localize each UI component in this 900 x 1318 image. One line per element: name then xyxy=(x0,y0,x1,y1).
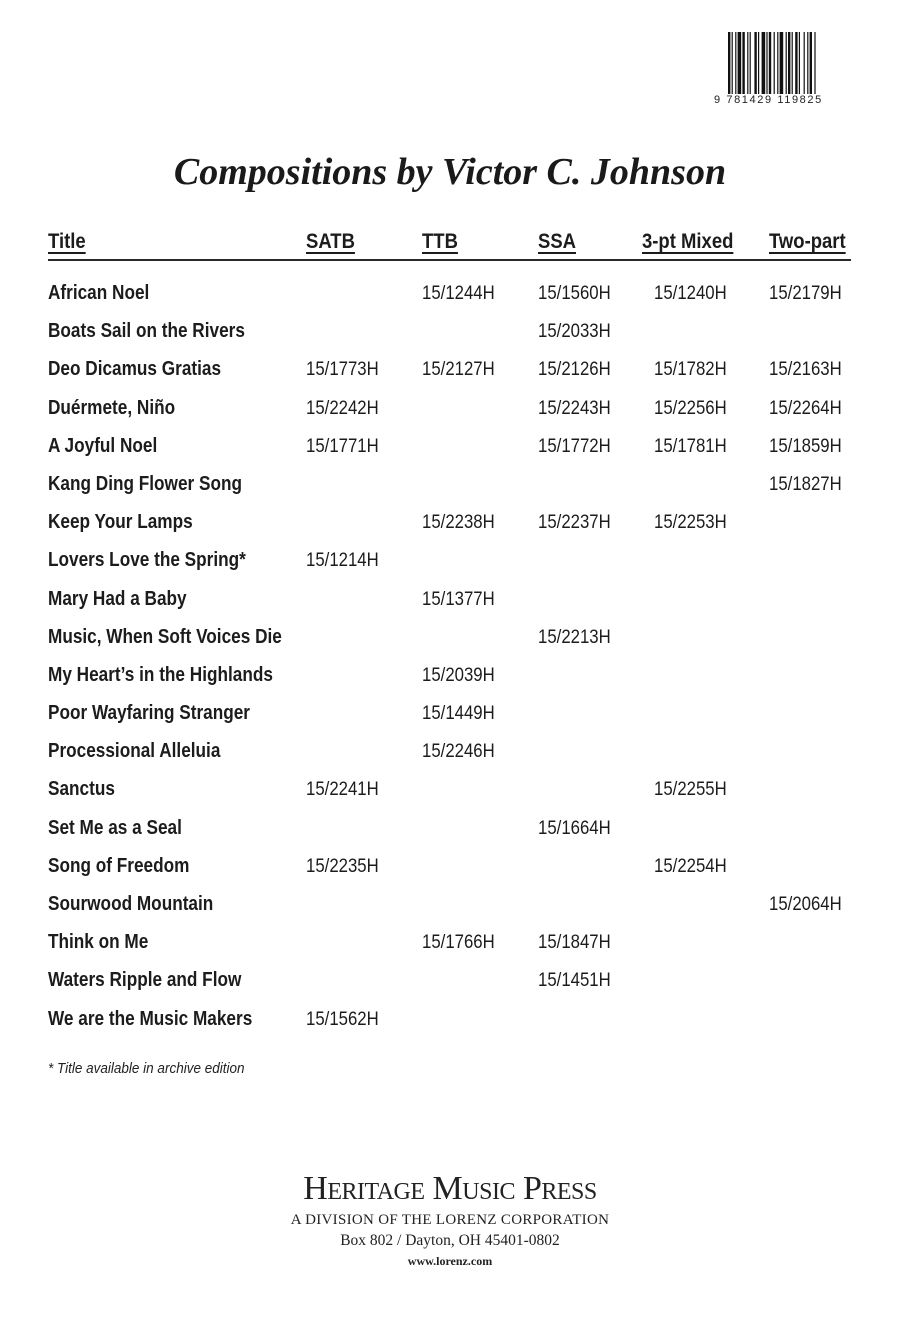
publisher-name: Heritage Music Press xyxy=(303,1170,597,1207)
publisher-website: www.lorenz.com xyxy=(407,1254,493,1268)
barcode-bar xyxy=(807,32,808,94)
barcode-bar xyxy=(780,32,784,94)
cell-3pt-mixed: 15/2253H xyxy=(654,511,727,534)
column-header-two-part: Two-part xyxy=(769,230,846,253)
cell-title: Sanctus xyxy=(48,778,115,801)
table-row xyxy=(0,893,900,931)
table-row xyxy=(0,664,900,702)
table-row xyxy=(0,969,900,1007)
cell-satb: 15/1214H xyxy=(306,549,379,572)
table-row xyxy=(0,740,900,778)
cell-two-part: 15/1859H xyxy=(769,434,842,457)
cell-title: A Joyful Noel xyxy=(48,434,158,457)
cell-title: Waters Ripple and Flow xyxy=(48,969,242,992)
cell-title: Duérmete, Niño xyxy=(48,396,176,419)
column-header-ttb: TTB xyxy=(422,230,458,253)
barcode-bar xyxy=(758,32,759,94)
cell-ssa: 15/1664H xyxy=(538,816,611,839)
cell-title: Think on Me xyxy=(48,931,149,954)
cell-ssa: 15/1772H xyxy=(538,434,611,457)
table-row xyxy=(0,397,900,435)
barcode-bar xyxy=(754,32,756,94)
cell-ttb: 15/2039H xyxy=(422,663,495,686)
barcode-bar xyxy=(732,32,733,94)
cell-title: Sourwood Mountain xyxy=(48,893,214,915)
cell-title: Boats Sail on the Rivers xyxy=(48,320,245,343)
cell-ttb: 15/2238H xyxy=(422,511,495,534)
cell-title: We are the Music Makers xyxy=(48,1007,253,1030)
cell-ttb: 15/1244H xyxy=(422,282,495,304)
barcode-digits: 9 781429 119825 xyxy=(714,94,823,106)
isbn-barcode xyxy=(712,26,858,110)
column-header-satb: SATB xyxy=(306,230,355,253)
cell-3pt-mixed: 15/1782H xyxy=(654,358,727,381)
barcode-bars-graphic xyxy=(728,32,854,94)
cell-title: Keep Your Lamps xyxy=(48,511,193,534)
footnote: * Title available in archive edition xyxy=(48,1060,245,1077)
barcode-bar xyxy=(788,32,790,94)
cell-title: Set Me as a Seal xyxy=(48,816,182,839)
cell-two-part: 15/2264H xyxy=(769,396,842,419)
cell-title: Poor Wayfaring Stranger xyxy=(48,702,250,725)
column-header-ssa: SSA xyxy=(538,230,577,253)
cell-3pt-mixed: 15/2254H xyxy=(654,854,727,877)
cell-title: Mary Had a Baby xyxy=(48,587,187,610)
barcode-bar xyxy=(762,32,766,94)
compositions-table xyxy=(0,282,900,1046)
cell-title: Lovers Love the Spring* xyxy=(48,549,246,572)
cell-satb: 15/1771H xyxy=(306,434,379,457)
cell-title: Processional Alleluia xyxy=(48,740,221,763)
barcode-bar xyxy=(786,32,787,94)
cell-ssa: 15/1560H xyxy=(538,282,611,304)
cell-ssa: 15/1847H xyxy=(538,931,611,954)
barcode-bar xyxy=(747,32,748,94)
cell-3pt-mixed: 15/2255H xyxy=(654,778,727,801)
barcode-bar xyxy=(774,32,775,94)
cell-satb: 15/2242H xyxy=(306,396,379,419)
publisher-address: Box 802 / Dayton, OH 45401-0802 xyxy=(340,1232,560,1249)
cell-title: Deo Dicamus Gratias xyxy=(48,358,222,381)
barcode-bar xyxy=(766,32,767,94)
column-header-title: Title xyxy=(48,230,86,253)
cell-ssa: 15/1451H xyxy=(538,969,611,992)
barcode-bar xyxy=(742,32,744,94)
cell-satb: 15/2235H xyxy=(306,854,379,877)
cell-title: Song of Freedom xyxy=(48,854,190,877)
cell-3pt-mixed: 15/1240H xyxy=(654,282,727,304)
cell-satb: 15/1562H xyxy=(306,1007,379,1030)
barcode-bar xyxy=(814,32,815,94)
table-row xyxy=(0,855,900,893)
barcode-bar xyxy=(799,32,800,94)
cell-ttb: 15/2127H xyxy=(422,358,495,381)
page-heading: Compositions by Victor C. Johnson xyxy=(173,151,727,193)
barcode-bar xyxy=(735,32,736,94)
cell-two-part: 15/2064H xyxy=(769,893,842,915)
table-row xyxy=(0,511,900,549)
header-rule xyxy=(48,259,851,261)
table-row xyxy=(0,1008,900,1046)
cell-two-part: 15/2163H xyxy=(769,358,842,381)
cell-ssa: 15/2213H xyxy=(538,625,611,648)
table-row xyxy=(0,626,900,664)
cell-title: Music, When Soft Voices Die xyxy=(48,625,282,648)
table-row xyxy=(0,435,900,473)
cell-ttb: 15/1449H xyxy=(422,702,495,725)
table-row xyxy=(0,320,900,358)
cell-ttb: 15/1766H xyxy=(422,931,495,954)
barcode-bar xyxy=(728,32,730,94)
barcode-bar xyxy=(795,32,797,94)
barcode-bar xyxy=(810,32,812,94)
table-row xyxy=(0,473,900,511)
barcode-bar xyxy=(777,32,778,94)
table-row xyxy=(0,702,900,740)
table-row xyxy=(0,549,900,587)
cell-ssa: 15/2126H xyxy=(538,358,611,381)
cell-title: My Heart’s in the Highlands xyxy=(48,663,273,686)
table-row xyxy=(0,817,900,855)
barcode-bar xyxy=(738,32,742,94)
cell-satb: 15/2241H xyxy=(306,778,379,801)
table-row xyxy=(0,778,900,816)
cell-satb: 15/1773H xyxy=(306,358,379,381)
table-row xyxy=(0,358,900,396)
barcode-bar xyxy=(804,32,805,94)
cell-3pt-mixed: 15/2256H xyxy=(654,396,727,419)
cell-ssa: 15/2237H xyxy=(538,511,611,534)
column-header-3pt-mixed: 3-pt Mixed xyxy=(642,230,734,253)
cell-title: Kang Ding Flower Song xyxy=(48,472,242,495)
cell-two-part: 15/1827H xyxy=(769,472,842,495)
table-row xyxy=(0,282,900,320)
barcode-bar xyxy=(750,32,751,94)
barcode-bar xyxy=(769,32,771,94)
barcode-bar xyxy=(792,32,793,94)
cell-3pt-mixed: 15/1781H xyxy=(654,434,727,457)
table-row xyxy=(0,588,900,626)
cell-title: African Noel xyxy=(48,282,150,304)
publisher-division: A DIVISION OF THE LORENZ CORPORATION xyxy=(290,1212,610,1228)
cell-ttb: 15/1377H xyxy=(422,587,495,610)
cell-ssa: 15/2033H xyxy=(538,320,611,343)
table-row xyxy=(0,931,900,969)
cell-ssa: 15/2243H xyxy=(538,396,611,419)
cell-ttb: 15/2246H xyxy=(422,740,495,763)
cell-two-part: 15/2179H xyxy=(769,282,842,304)
